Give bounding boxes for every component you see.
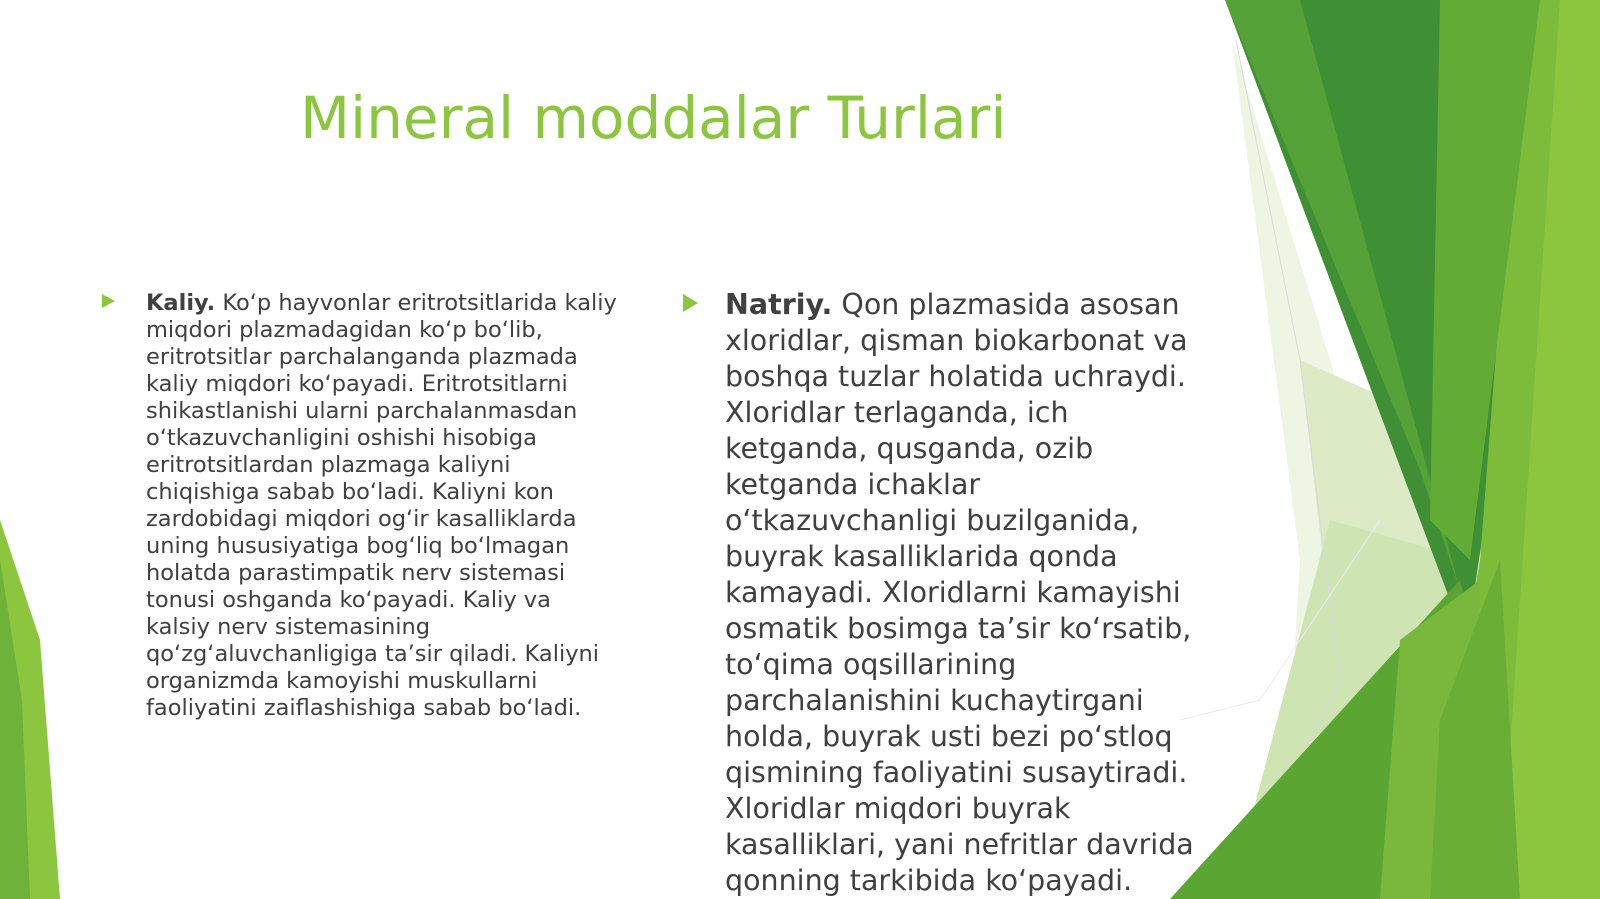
bullet-body: Qon plazmasida asosan xloridlar, qisman biokarbonat va boshqa tuzlar holatida uchraydi. Xloridlar terlaganda, ich ketganda, qusganda, ozib ketganda ichaklar o‘tkazuvchanligi buzilganida, buyrak kasalliklarida qonda kamayadi. Xloridlarni kamayishi osmatik bosimga ta’sir ko‘rsatib, to‘qima oqsillarining parchalanishini kuchaytirgani holda, buyrak usti bezi po‘stloq qismining faoliyatini susaytiradi. Xloridlar miqdori buyrak kasalliklari, yani nefritlar davrida qonning tarkibida ko‘payadi. bbox=[725, 288, 1194, 897]
bullet-body: Ko‘p hayvonlar eritrotsitlarida kaliy miqdori plazmadagidan ko‘p bo‘lib, eritrotsitlar parchalanganda plazmada kaliy miqdori ko‘payadi. Eritrotsitlarni shikastlanishi ularni parchalanmasdan o‘tkazuvchanligini oshishi hisobiga eritrotsitlardan plazmaga kaliyni chiqishiga sabab bo‘ladi. Kaliyni kon zardobidagi miqdori og‘ir kasalliklarda uning hususiyatiga bog‘liq bo‘lmagan holatda parastimpatik nerv sistemasi tonusi oshganda ko‘payadi. Kaliy va kalsiy nerv sistemasining qo‘zg‘aluvchanligiga ta’sir qiladi. Kaliyni organizmda kamoyishi muskullarni faoliyatini zaiflashishiga sabab bo‘ladi. bbox=[146, 290, 617, 721]
slide-title: Mineral moddalar Turlari bbox=[300, 84, 1007, 152]
bullet-text bbox=[725, 287, 1200, 899]
bullet-item-natriy bbox=[680, 287, 1200, 899]
bullet-arrow-icon bbox=[683, 294, 698, 312]
bullet-arrow-icon bbox=[102, 294, 115, 308]
bullet-text bbox=[146, 290, 620, 722]
bullet-item-kaliy bbox=[100, 290, 620, 722]
bullet-lead: Kaliy. bbox=[146, 290, 216, 316]
bullet-lead: Natriy. bbox=[725, 288, 833, 321]
